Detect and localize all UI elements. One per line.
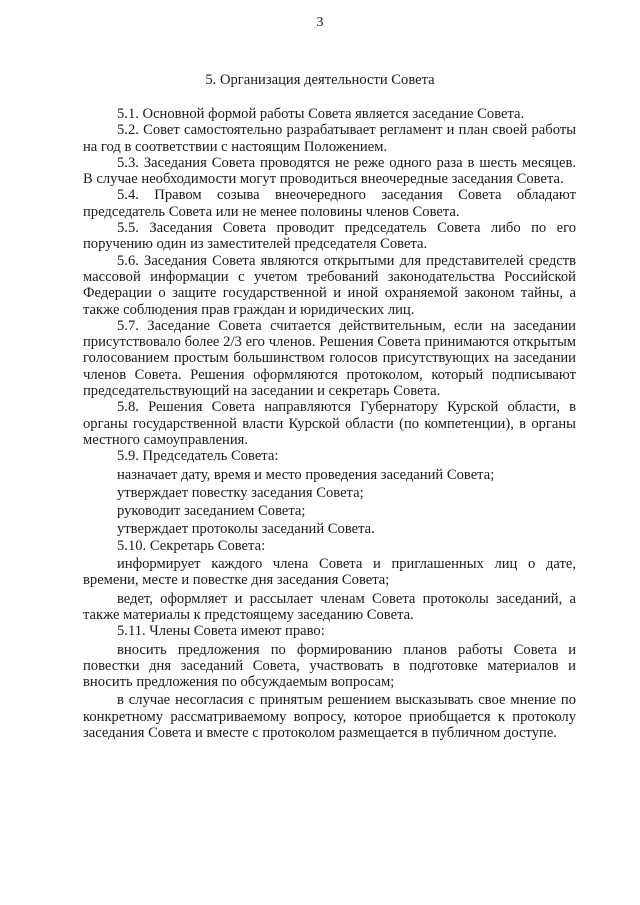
paragraph-5-3: 5.3. Заседания Совета проводятся не реже одного раза в шесть месяцев. В случае необходимости могут проводиться внеочередные заседания Совета. (83, 154, 576, 188)
list-item-chair-agenda: утверждает повестку заседания Совета; (117, 484, 364, 501)
paragraph-5-7: 5.7. Заседание Совета считается действительным, если на заседании присутствовало более 2/3 его членов. Решения Совета принимаются открытым голосованием простым большинством голосов присутствующих на заседании членов Совета. Решения оформляются протоколом, который подписывают председательствующий на заседании и секретарь Совета. (83, 317, 576, 400)
paragraph-5-11: 5.11. Члены Совета имеют право: (117, 623, 325, 640)
list-item-chair-protocols: утверждает протоколы заседаний Совета. (117, 521, 375, 538)
list-item-members-proposals: вносить предложения по формированию планов работы Совета и повестки дня заседаний Совета, участвовать в подготовке материалов и вносить предложения по обсуждаемым вопросам; (83, 641, 576, 691)
list-item-secretary-informs: информирует каждого члена Совета и приглашенных лиц о дате, времени, месте и повестке дня заседания Совета; (83, 556, 576, 589)
paragraph-5-1: 5.1. Основной формой работы Совета является заседание Совета. (117, 106, 525, 122)
page-number: 3 (316, 15, 324, 30)
paragraph-5-9: 5.9. Председатель Совета: (117, 448, 279, 465)
paragraph-5-6: 5.6. Заседания Совета являются открытыми для представителей средств массовой информации с учетом требований законодательства Российской Федерации о защите государственной и иной охраняемой законом тайны, а также соблюдения прав граждан и юридических лиц. (83, 252, 576, 318)
paragraph-5-5: 5.5. Заседания Совета проводит председатель Совета либо по его поручению один из заместителей председателя Совета. (83, 220, 576, 253)
list-item-secretary-protocols: ведет, оформляет и рассылает членам Совета протоколы заседаний, а также материалы к предстоящему заседанию Совета. (83, 590, 576, 623)
paragraph-5-4: 5.4. Правом созыва внеочередного заседания Совета обладают председатель Совета или не менее половины членов Совета. (83, 187, 576, 220)
paragraph-5-10: 5.10. Секретарь Совета: (117, 537, 266, 554)
paragraph-5-2: 5.2. Совет самостоятельно разрабатывает регламент и план своей работы на год в соответствии с настоящим Положением. (83, 122, 576, 155)
section-title: 5. Организация деятельности Совета (205, 72, 435, 88)
document-body (83, 106, 576, 741)
list-item-chair-leads: руководит заседанием Совета; (117, 503, 306, 520)
paragraph-5-8: 5.8. Решения Совета направляются Губернатору Курской области, в органы государственной власти Курской области (по компетенции), в органы местного самоуправления. (83, 399, 576, 448)
list-item-chair-date: назначает дату, время и место проведения заседаний Совета; (117, 466, 495, 483)
list-item-members-dissent: в случае несогласия с принятым решением высказывать свое мнение по конкретному рассматриваемому вопросу, которое приобщается к протоколу заседания Совета и вместе с протоколом размещается в публичном доступе. (83, 692, 576, 741)
